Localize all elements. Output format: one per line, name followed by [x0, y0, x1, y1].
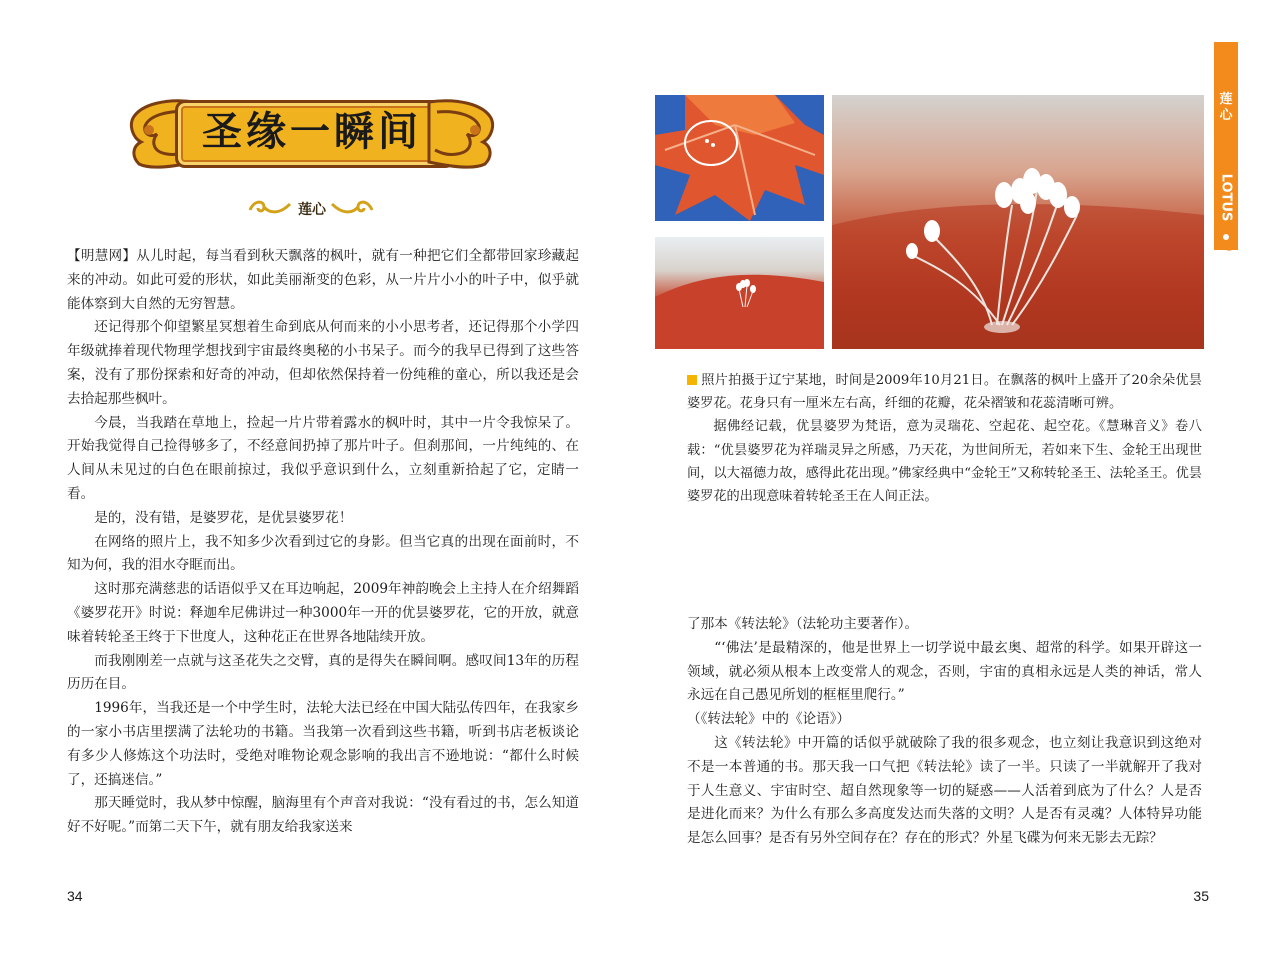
udumbara-closeup-image	[832, 95, 1204, 349]
paragraph: 【明慧网】从儿时起，每当看到秋天飘落的枫叶，就有一种把它们全都带回家珍藏起来的冲动。如此可爱的形状，如此美丽渐变的色彩，从一片片小小的叶子中，似乎就能体察到大自然的无穷智慧。	[67, 248, 579, 312]
page-number-right: 35	[1193, 888, 1209, 904]
paragraph: 了那本《转法轮》（法轮功主要著作）。	[687, 616, 919, 632]
article-body-right	[687, 613, 1202, 851]
right-page	[632, 0, 1265, 978]
udumbara-small-photo	[655, 237, 824, 349]
paragraph: 1996年，当我还是一个中学生时，法轮大法已经在中国大陆弘传四年，在我家乡的一家小书店里摆满了法轮功的书籍。当我第一次看到这些书籍，听到书店老板谈论有多少人修炼这个功法时，受绝对唯物论观念影响的我出言不逊地说：“都什么时候了，还搞迷信。”	[67, 700, 579, 788]
paragraph: “‘佛法’是最精深的，他是世界上一切学说中最玄奥、超常的科学。如果开辟这一领域，就必须从根本上改变常人的观念，否则，宇宙的真相永远是人类的神话，常人永远在自己愚见所划的框框里爬行。”	[687, 639, 1202, 704]
paragraph: 那天睡觉时，我从梦中惊醒，脑海里有个声音对我说：“没有看过的书，怎么知道好不好呢。”而第二天下午，就有朋友给我家送来	[67, 795, 579, 836]
side-tab-cn-label: 莲心	[1219, 92, 1233, 123]
maple-leaf-photo	[655, 95, 824, 221]
side-tab-en-label: LOTUS	[1218, 173, 1234, 222]
caption-text: 照片拍摄于辽宁某地，时间是2009年10月21日。在飘落的枫叶上盛开了20余朵优昙婆罗花。花身只有一厘米左右高，纤细的花瓣，花朵褶皱和花蕊清晰可辨。	[687, 373, 1202, 412]
author-line	[232, 196, 392, 220]
side-tab-ornament-icon	[1214, 222, 1238, 258]
paragraph: 这《转法轮》中开篇的话似乎就破除了我的很多观念，也立刻让我意识到这绝对不是一本普通的书。那天我一口气把《转法轮》读了一半。只读了一半就解开了我对于人生意义、宇宙时空、超自然现象等一切的疑惑——人活着到底为了什么？人是否是进化而来？为什么有那么多高度发达而失落的文明？人是否有灵魂？人体特异功能是怎么回事？是否有另外空间存在？存在的形式？外星飞碟为何来无影去无踪？	[687, 734, 1202, 847]
bullet-icon	[687, 375, 697, 385]
maple-leaf-image	[655, 95, 824, 221]
page-number-left: 34	[67, 888, 83, 904]
photo-caption	[687, 369, 1202, 508]
swirl-right-icon	[330, 198, 374, 216]
paragraph: （《转法轮》中的《论语》）	[687, 711, 851, 728]
title-banner	[127, 94, 497, 170]
page-title: 圣缘一瞬间	[202, 109, 422, 155]
paragraph: 是的，没有错，是婆罗花，是优昙婆罗花！	[94, 509, 353, 526]
article-body-left	[67, 245, 579, 840]
paragraph: 今晨，当我踏在草地上，捡起一片片带着露水的枫叶时，其中一片令我惊呆了。开始我觉得自己捡得够多了，不经意间扔掉了那片叶子。但刹那间，一片纯纯的、在人间从未见过的白色在眼前掠过，我似乎意识到什么，立刻重新拾起了它，定睛一看。	[67, 414, 579, 502]
udumbara-closeup-photo	[832, 95, 1204, 349]
paragraph: 还记得那个仰望繁星冥想着生命到底从何而来的小小思考者，还记得那个小学四年级就捧着现代物理学想找到宇宙最终奥秘的小书呆子。而今的我早已得到了这些答案，没有了那份探索和好奇的冲动，但却依然保持着一份纯稚的童心，所以我还是会去拾起那些枫叶。	[67, 319, 579, 407]
left-page	[0, 0, 632, 978]
paragraph: 在网络的照片上，我不知多少次看到过它的身影。但当它真的出现在面前时，不知为何，我的泪水夺眶而出。	[67, 533, 579, 574]
caption-paragraph: 据佛经记载，优昙婆罗为梵语，意为灵瑞花、空起花、起空花。《慧琳音义》卷八载：“优昙婆罗花为祥瑞灵异之所感，乃天花，为世间所无，若如来下生、金轮王出现世间，以大福德力故，感得此花出现。”佛家经典中“金轮王”又称转轮圣王、法轮圣王。优昙婆罗花的出现意味着转轮圣王在人间正法。	[687, 419, 1202, 505]
udumbara-small-image	[655, 237, 824, 349]
section-side-tab	[1214, 42, 1238, 250]
paragraph: 而我刚刚差一点就与这圣花失之交臂，真的是得失在瞬间啊。感叹间13年的历程历历在目。	[67, 652, 579, 693]
caption-paragraph	[687, 369, 1202, 415]
author-name: 莲心	[298, 202, 326, 218]
paragraph: 这时那充满慈悲的话语似乎又在耳边响起，2009年神韵晚会上主持人在介绍舞蹈《婆罗花开》时说：释迦牟尼佛讲过一种3000年一开的优昙婆罗花，它的开放，就意味着转轮圣王终于下世度人，这种花正在世界各地陆续开放。	[67, 581, 579, 645]
